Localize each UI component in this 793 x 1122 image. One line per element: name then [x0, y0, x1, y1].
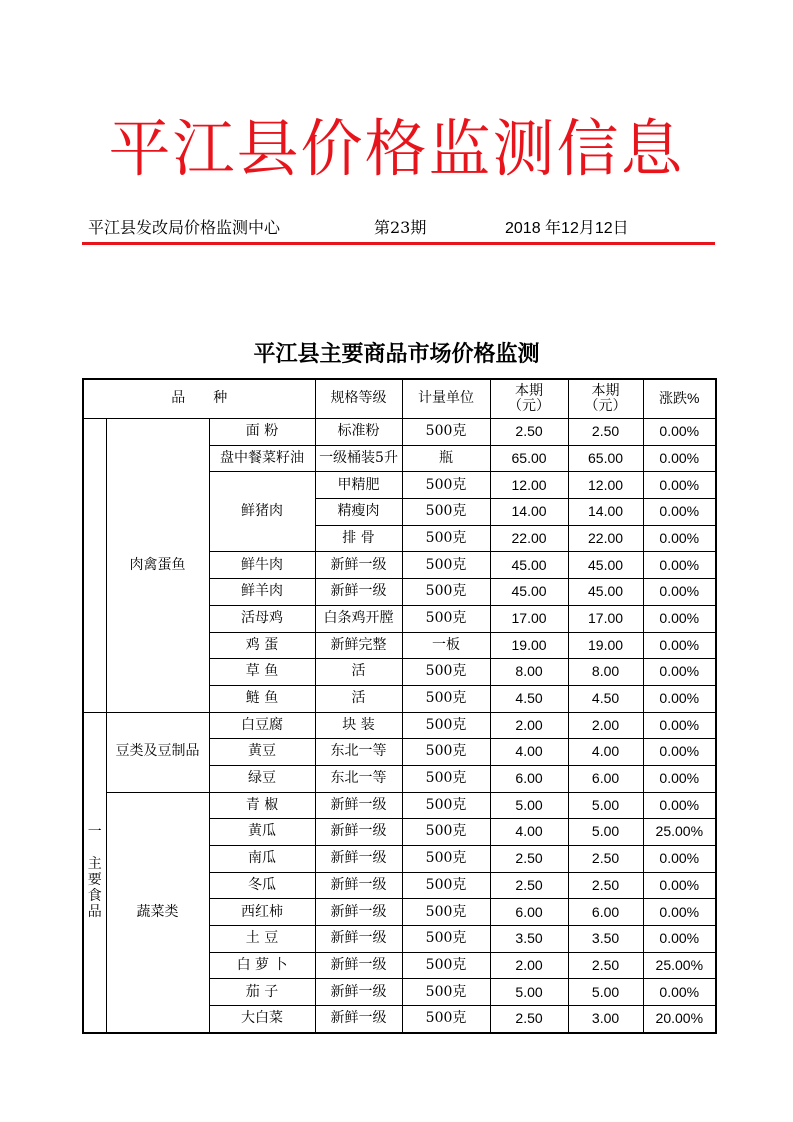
price-table: [82, 378, 717, 1034]
item-unit: 500克: [402, 579, 490, 606]
item-spec: 甲精肥: [315, 472, 402, 499]
item-name: 草 鱼: [209, 659, 315, 686]
red-divider: [82, 242, 715, 245]
item-current-price: 2.50: [490, 872, 568, 899]
item-spec: 新鲜一级: [315, 846, 402, 873]
item-previous-price: 45.00: [568, 579, 643, 606]
item-spec: 新鲜一级: [315, 952, 402, 979]
group-meat-poultry-egg-fish: 肉禽蛋鱼: [106, 419, 209, 713]
item-name: 绿豆: [209, 765, 315, 792]
item-unit: 500克: [402, 846, 490, 873]
item-current-price: 17.00: [490, 605, 568, 632]
item-name: 盘中餐菜籽油: [209, 445, 315, 472]
item-current-price: 22.00: [490, 525, 568, 552]
item-unit: 500克: [402, 605, 490, 632]
item-current-price: 5.00: [490, 979, 568, 1006]
item-current-price: 2.50: [490, 1006, 568, 1033]
item-spec: 新鲜一级: [315, 899, 402, 926]
item-spec: 块 装: [315, 712, 402, 739]
item-spec: 活: [315, 685, 402, 712]
item-previous-price: 17.00: [568, 605, 643, 632]
item-unit: 500克: [402, 499, 490, 526]
item-change: 0.00%: [643, 552, 716, 579]
category-blank: [83, 419, 106, 713]
item-current-price: 6.00: [490, 765, 568, 792]
item-spec: 排 骨: [315, 525, 402, 552]
item-unit: 500克: [402, 685, 490, 712]
item-spec: 标准粉: [315, 419, 402, 446]
report-title: 平江县主要商品市场价格监测: [253, 341, 540, 367]
item-change: 0.00%: [643, 765, 716, 792]
item-unit: 500克: [402, 765, 490, 792]
issue-number: 第23期: [374, 218, 427, 237]
item-change: 0.00%: [643, 899, 716, 926]
item-unit: 500克: [402, 552, 490, 579]
item-unit: 500克: [402, 979, 490, 1006]
item-previous-price: 6.00: [568, 899, 643, 926]
item-change: 0.00%: [643, 846, 716, 873]
item-change: 0.00%: [643, 445, 716, 472]
item-previous-price: 8.00: [568, 659, 643, 686]
item-previous-price: 14.00: [568, 499, 643, 526]
item-previous-price: 2.50: [568, 419, 643, 446]
item-current-price: 3.50: [490, 926, 568, 953]
item-current-price: 45.00: [490, 579, 568, 606]
item-previous-price: 65.00: [568, 445, 643, 472]
item-current-price: 2.00: [490, 712, 568, 739]
item-previous-price: 3.00: [568, 1006, 643, 1033]
item-change: 0.00%: [643, 472, 716, 499]
item-change: 25.00%: [643, 819, 716, 846]
item-current-price: 2.50: [490, 419, 568, 446]
item-name: 黄瓜: [209, 819, 315, 846]
item-change: 0.00%: [643, 605, 716, 632]
item-previous-price: 2.50: [568, 846, 643, 873]
main-category-label: 一 主要食品: [87, 823, 102, 921]
item-change: 25.00%: [643, 952, 716, 979]
col-header-spec: 规格等级: [315, 379, 402, 419]
item-current-price: 45.00: [490, 552, 568, 579]
item-spec: 一级桶装5升: [315, 445, 402, 472]
item-name: 鲢 鱼: [209, 685, 315, 712]
item-name: 黄豆: [209, 739, 315, 766]
table-row: [83, 419, 716, 446]
item-current-price: 4.00: [490, 739, 568, 766]
item-current-price: 5.00: [490, 792, 568, 819]
item-name: 茄 子: [209, 979, 315, 1006]
item-unit: 500克: [402, 899, 490, 926]
item-name: 鸡 蛋: [209, 632, 315, 659]
item-spec: 新鲜一级: [315, 979, 402, 1006]
item-spec: 新鲜一级: [315, 552, 402, 579]
item-spec: 新鲜一级: [315, 819, 402, 846]
item-name: 西红柿: [209, 899, 315, 926]
item-name: 土 豆: [209, 926, 315, 953]
item-spec: 新鲜一级: [315, 579, 402, 606]
item-unit: 500克: [402, 872, 490, 899]
item-current-price: 65.00: [490, 445, 568, 472]
item-previous-price: 6.00: [568, 765, 643, 792]
item-spec: 新鲜一级: [315, 926, 402, 953]
item-current-price: 4.00: [490, 819, 568, 846]
group-beans: 豆类及豆制品: [106, 712, 209, 792]
item-previous-price: 19.00: [568, 632, 643, 659]
item-change: 0.00%: [643, 872, 716, 899]
item-change: 0.00%: [643, 659, 716, 686]
col-header-change: 涨跌%: [643, 379, 716, 419]
item-previous-price: 2.50: [568, 872, 643, 899]
item-name: 鲜猪肉: [209, 472, 315, 552]
item-change: 0.00%: [643, 712, 716, 739]
item-previous-price: 12.00: [568, 472, 643, 499]
item-unit: 500克: [402, 792, 490, 819]
item-spec: 东北一等: [315, 765, 402, 792]
table-row: [83, 712, 716, 739]
item-name: 冬瓜: [209, 872, 315, 899]
item-current-price: 8.00: [490, 659, 568, 686]
item-unit: 瓶: [402, 445, 490, 472]
col-header-unit: 计量单位: [402, 379, 490, 419]
item-unit: 500克: [402, 525, 490, 552]
item-current-price: 6.00: [490, 899, 568, 926]
item-name: 白 萝 卜: [209, 952, 315, 979]
item-change: 0.00%: [643, 419, 716, 446]
item-current-price: 2.00: [490, 952, 568, 979]
table-row: [83, 792, 716, 819]
table-header-row: [83, 379, 716, 419]
item-previous-price: 2.50: [568, 952, 643, 979]
item-unit: 500克: [402, 1006, 490, 1033]
item-change: 0.00%: [643, 579, 716, 606]
item-change: 0.00%: [643, 525, 716, 552]
item-change: 0.00%: [643, 632, 716, 659]
item-change: 0.00%: [643, 926, 716, 953]
item-current-price: 14.00: [490, 499, 568, 526]
item-spec: 新鲜完整: [315, 632, 402, 659]
item-unit: 500克: [402, 739, 490, 766]
masthead-title: 平江县价格监测信息: [108, 112, 685, 185]
item-name: 鲜牛肉: [209, 552, 315, 579]
item-current-price: 19.00: [490, 632, 568, 659]
item-unit: 一板: [402, 632, 490, 659]
item-previous-price: 4.00: [568, 739, 643, 766]
issue-date: 2018 年12月12日: [505, 220, 629, 237]
item-name: 白豆腐: [209, 712, 315, 739]
item-previous-price: 3.50: [568, 926, 643, 953]
item-spec: 精瘦肉: [315, 499, 402, 526]
item-unit: 500克: [402, 472, 490, 499]
item-current-price: 4.50: [490, 685, 568, 712]
item-unit: 500克: [402, 419, 490, 446]
item-name: 南瓜: [209, 846, 315, 873]
item-unit: 500克: [402, 952, 490, 979]
item-unit: 500克: [402, 926, 490, 953]
item-previous-price: 45.00: [568, 552, 643, 579]
item-previous-price: 5.00: [568, 979, 643, 1006]
item-previous-price: 2.00: [568, 712, 643, 739]
item-previous-price: 5.00: [568, 819, 643, 846]
item-spec: 新鲜一级: [315, 1006, 402, 1033]
item-previous-price: 5.00: [568, 792, 643, 819]
item-name: 面 粉: [209, 419, 315, 446]
item-name: 大白菜: [209, 1006, 315, 1033]
item-change: 0.00%: [643, 685, 716, 712]
item-name: 活母鸡: [209, 605, 315, 632]
item-spec: 东北一等: [315, 739, 402, 766]
publisher: 平江县发改局价格监测中心: [88, 218, 281, 237]
main-category: [83, 712, 106, 1033]
item-unit: 500克: [402, 819, 490, 846]
item-name: 青 椒: [209, 792, 315, 819]
item-name: 鲜羊肉: [209, 579, 315, 606]
item-spec: 活: [315, 659, 402, 686]
item-previous-price: 22.00: [568, 525, 643, 552]
item-unit: 500克: [402, 659, 490, 686]
item-spec: 新鲜一级: [315, 872, 402, 899]
item-change: 0.00%: [643, 979, 716, 1006]
item-spec: 新鲜一级: [315, 792, 402, 819]
item-change: 0.00%: [643, 792, 716, 819]
group-vegetables: 蔬菜类: [106, 792, 209, 1033]
col-header-variety: 品 种: [83, 379, 315, 419]
item-unit: 500克: [402, 712, 490, 739]
item-change: 20.00%: [643, 1006, 716, 1033]
item-change: 0.00%: [643, 499, 716, 526]
col-header-previous: 本期 （元）: [568, 379, 643, 419]
item-previous-price: 4.50: [568, 685, 643, 712]
item-current-price: 12.00: [490, 472, 568, 499]
item-spec: 白条鸡开膛: [315, 605, 402, 632]
col-header-current: 本期 （元）: [490, 379, 568, 419]
item-change: 0.00%: [643, 739, 716, 766]
item-current-price: 2.50: [490, 846, 568, 873]
